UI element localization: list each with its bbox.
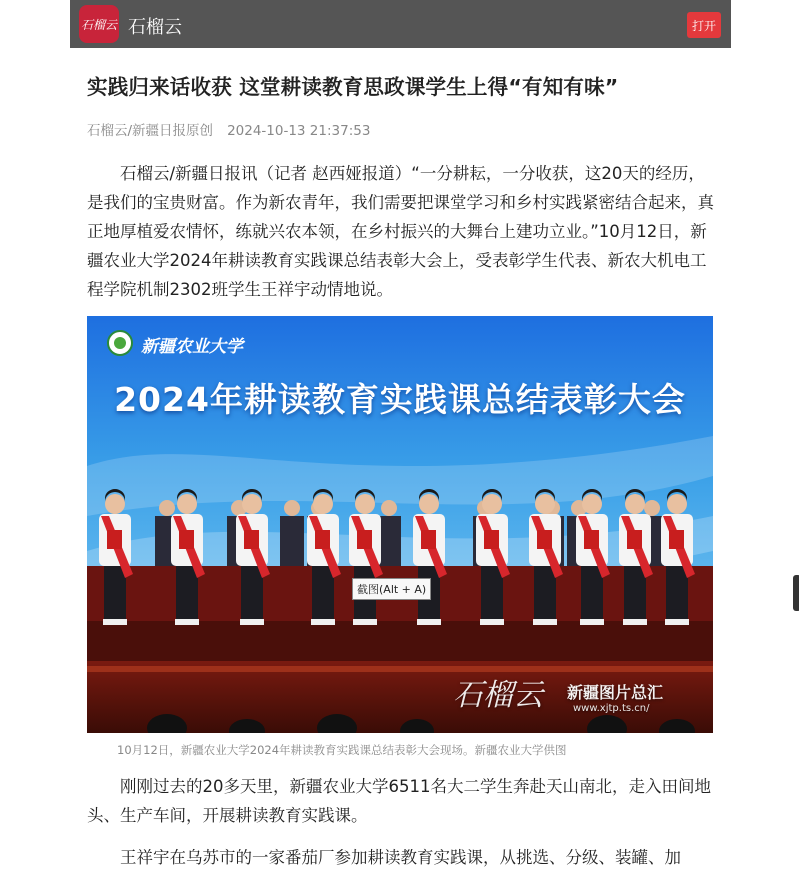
- screenshot-tooltip: 截图(Alt + A): [352, 578, 431, 600]
- student-head: [177, 494, 197, 514]
- student-head: [482, 494, 502, 514]
- student-head: [313, 494, 333, 514]
- certificate: [484, 530, 499, 549]
- student-shoes: [175, 619, 199, 625]
- student-head: [419, 494, 439, 514]
- student-shoes: [480, 619, 504, 625]
- student-head: [625, 494, 645, 514]
- side-scroll-tab[interactable]: [793, 575, 799, 611]
- open-in-app-button[interactable]: 打开: [687, 12, 721, 38]
- article-meta: [87, 119, 370, 139]
- app-header-bar: [70, 0, 731, 48]
- student-shoes: [311, 619, 335, 625]
- article-title: 实践归来话收获 这堂耕读教育思政课学生上得“有知有味”: [87, 75, 619, 99]
- watermark-brand: 新疆图片总汇: [567, 683, 664, 702]
- certificate: [627, 530, 642, 549]
- article-paragraph: 王祥宇在乌苏市的一家番茄厂参加耕读教育实践课，从挑选、分级、装罐、加: [120, 848, 681, 867]
- student-head: [355, 494, 375, 514]
- certificate: [584, 530, 599, 549]
- certificate: [107, 530, 122, 549]
- student-shoes: [665, 619, 689, 625]
- background-person-head: [644, 500, 660, 516]
- certificate: [669, 530, 684, 549]
- university-logo-icon: [107, 330, 133, 356]
- student-head: [535, 494, 555, 514]
- student-shoes: [353, 619, 377, 625]
- background-person-head: [381, 500, 397, 516]
- article-paragraph: 石榴云/新疆日报讯（记者 赵西娅报道）“一分耕耘，一分收获，这20天的经历，是我们的宝贵财富。作为新农青年，我们需要把课堂学习和乡村实践紧密结合起来，真正地厚植爱农情怀，练就兴农本领，在乡村振兴的大舞台上建功立业。”10月12日，新疆农业大学2024年耕读教育实践课总结表彰大会上，受表彰学生代表、新农大机电工程学院机制2302班学生王祥宇动情地说。: [87, 164, 714, 299]
- photo-caption: 10月12日，新疆农业大学2024年耕读教育实践课总结表彰大会现场。新疆农业大学供图: [117, 743, 567, 757]
- student-shoes: [580, 619, 604, 625]
- student-shoes: [533, 619, 557, 625]
- certificate: [315, 530, 330, 549]
- article-source[interactable]: 石榴云/新疆日报原创: [87, 123, 214, 139]
- student-head: [667, 494, 687, 514]
- student-head: [582, 494, 602, 514]
- student-shoes: [240, 619, 264, 625]
- background-person-head: [284, 500, 300, 516]
- student-shoes: [417, 619, 441, 625]
- student-shoes: [103, 619, 127, 625]
- certificate: [357, 530, 372, 549]
- app-name: 石榴云: [128, 17, 182, 38]
- article-photo[interactable]: [87, 316, 713, 733]
- watermark-url: www.xjtp.ts.cn/: [573, 703, 650, 714]
- article-paragraph: 刚刚过去的20多天里，新疆农业大学6511名大二学生奔赴天山南北，走入田间地头、生产车间，开展耕读教育实践课。: [87, 777, 711, 825]
- certificate: [179, 530, 194, 549]
- certificate: [537, 530, 552, 549]
- university-name: 新疆农业大学: [141, 337, 243, 357]
- photo-banner-text: 2024年耕读教育实践课总结表彰大会: [114, 380, 686, 419]
- certificate: [244, 530, 259, 549]
- student-head: [105, 494, 125, 514]
- watermark-logo: 石榴云: [453, 678, 543, 713]
- student-shoes: [623, 619, 647, 625]
- background-person: [280, 516, 304, 566]
- certificate: [421, 530, 436, 549]
- background-person-head: [159, 500, 175, 516]
- student-head: [242, 494, 262, 514]
- article-datetime: 2024-10-13 21:37:53: [227, 123, 371, 139]
- app-logo[interactable]: 石榴云: [79, 5, 119, 43]
